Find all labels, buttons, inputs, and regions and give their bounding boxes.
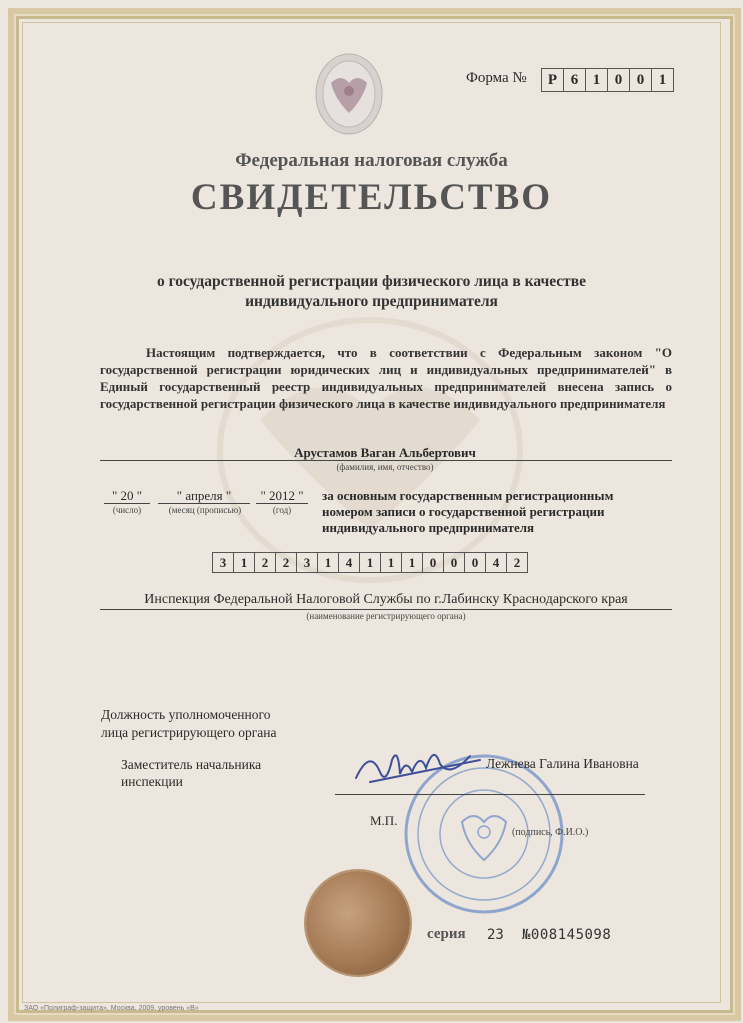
position-line: Заместитель начальника	[121, 757, 262, 772]
series-number: 23	[487, 927, 504, 943]
handwritten-signature	[350, 738, 490, 798]
name-underline	[100, 460, 672, 461]
ogrn-digit: 1	[360, 553, 381, 572]
series-label: серия	[427, 926, 466, 942]
ogrn-digit: 0	[465, 553, 486, 572]
date-day-underline	[104, 503, 150, 504]
ogrn-digit: 1	[318, 553, 339, 572]
official-fio: Лежнева Галина Ивановна	[486, 756, 639, 771]
hologram-seal	[306, 871, 410, 975]
agency-name: Федеральная налоговая служба	[235, 150, 508, 171]
ogrn-digit: 1	[234, 553, 255, 572]
ogrn-digit: 4	[486, 553, 507, 572]
confirmation-text: Настоящим подтверждается, что в соответствии с Федеральным законом "О государственной регистрации юридических лиц и индивидуальных предпринимателей" в Единый государственный реестр индивидуальных предпринимателей внесена запись о государственной регистрации физического лица в качестве индивидуального предпринимателя	[100, 345, 672, 411]
ogrn-digit: 2	[255, 553, 276, 572]
authority-caption: (наименование регистрирующего органа)	[306, 611, 466, 621]
ogrn-digit: 0	[423, 553, 444, 572]
authority-underline	[100, 609, 672, 610]
subtitle-line: о государственной регистрации физического лица в качестве	[156, 273, 587, 290]
form-code-char: 6	[564, 69, 586, 91]
date-day: " 20 "	[111, 488, 143, 503]
form-code-char: Р	[542, 69, 564, 91]
serial-number: №008145098	[522, 927, 612, 943]
ogrn-digit: 1	[402, 553, 423, 572]
form-code-char: 1	[586, 69, 608, 91]
ogrn-description: за основным государственным регистрационным номером записи о государственной регистрации индивидуального предпринимателя	[322, 488, 614, 535]
certificate-title: СВИДЕТЕЛЬСТВО	[190, 177, 553, 218]
person-name: Арустамов Ваган Альбертович	[294, 445, 476, 460]
coat-of-arms-emblem	[315, 53, 383, 135]
date-year-caption: (год)	[272, 505, 292, 515]
position-line: инспекции	[121, 774, 183, 789]
form-code-char: 0	[630, 69, 652, 91]
ogrn-number-boxes	[212, 552, 528, 573]
printer-imprint: ЗАО «Полиграф-защита», Москва, 2009, уровень «В»	[24, 1005, 199, 1012]
date-year-underline	[256, 503, 308, 504]
ogrn-digit: 2	[513, 555, 521, 570]
signature-caption: (подпись, Ф.И.О.)	[512, 827, 589, 838]
signature-underline	[335, 794, 645, 795]
form-code-boxes	[541, 68, 674, 92]
form-code-char: 0	[608, 69, 630, 91]
ogrn-digit: 1	[381, 553, 402, 572]
ogrn-digit: 3	[213, 553, 234, 572]
date-day-caption: (число)	[112, 505, 142, 515]
ogrn-digit: 3	[297, 553, 318, 572]
stamp-place-label: М.П.	[370, 813, 398, 828]
form-code-char: 1	[658, 72, 667, 88]
label-line: лица регистрирующего органа	[101, 725, 277, 740]
form-label: Форма №	[466, 70, 527, 86]
subtitle-line: индивидуального предпринимателя	[245, 293, 498, 310]
date-year: " 2012 "	[260, 488, 304, 503]
name-caption: (фамилия, имя, отчество)	[336, 462, 434, 472]
registering-authority: Инспекция Федеральной Налоговой Службы по г.Лабинску Краснодарского края	[144, 592, 628, 607]
official-position-label	[101, 706, 321, 742]
label-line: Должность уполномоченного	[101, 707, 271, 722]
ogrn-digit: 4	[339, 553, 360, 572]
ogrn-digit: 2	[276, 553, 297, 572]
official-position	[121, 756, 321, 790]
ogrn-digit: 0	[444, 553, 465, 572]
date-month: " апреля "	[176, 488, 232, 503]
date-month-caption: (месяц (прописью)	[168, 505, 242, 515]
date-month-underline	[158, 503, 250, 504]
certificate-subtitle	[100, 272, 643, 312]
